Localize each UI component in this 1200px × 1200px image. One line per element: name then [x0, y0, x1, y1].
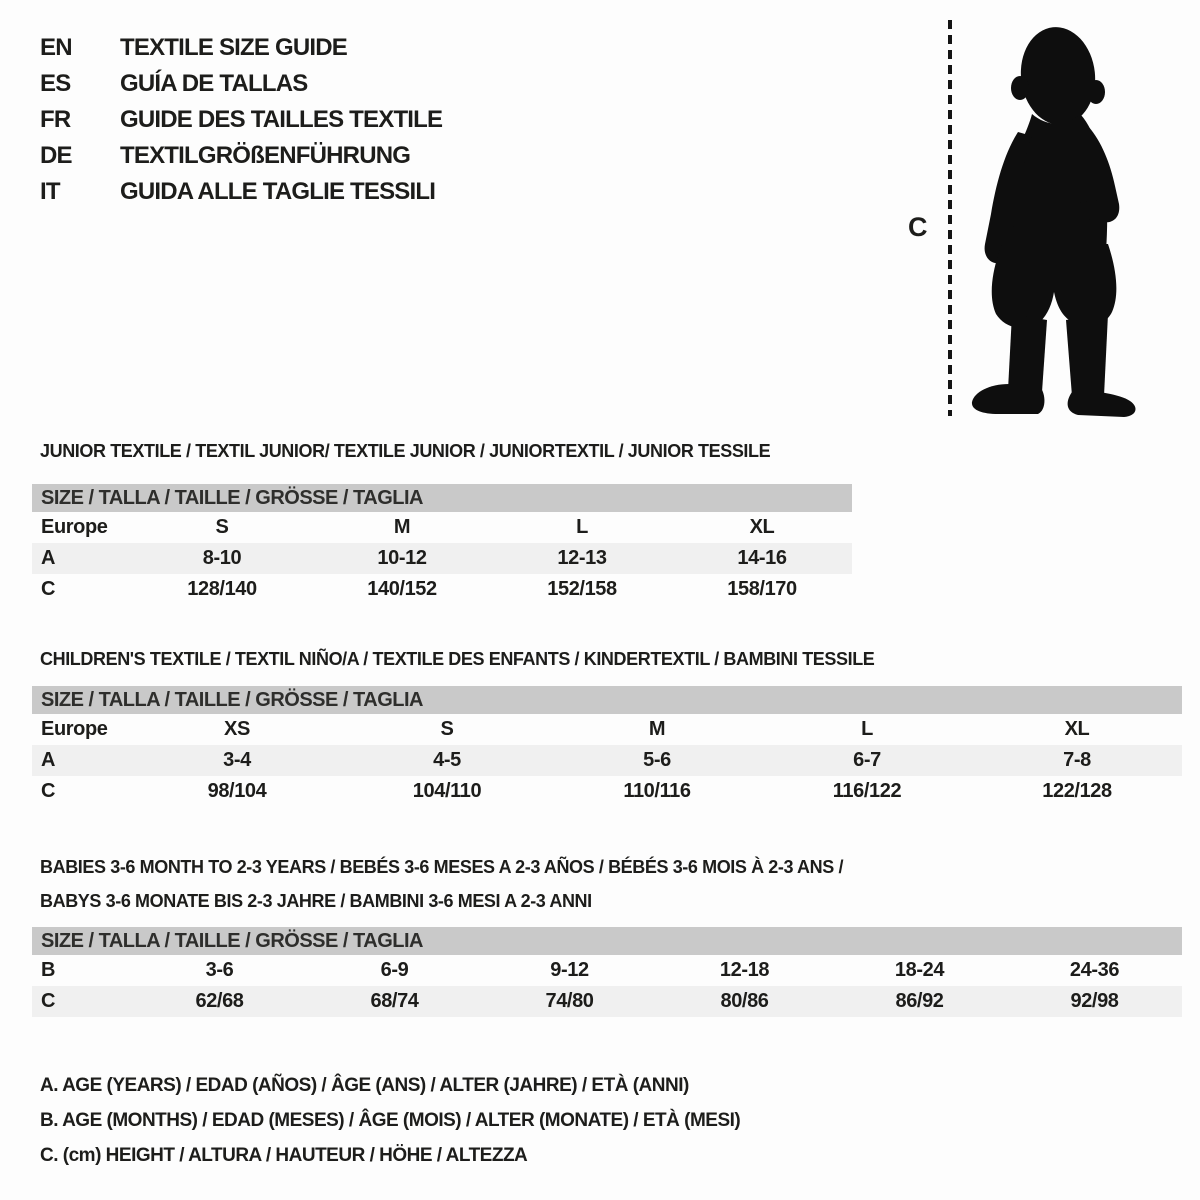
table-row: [32, 543, 852, 574]
section-title-block: [40, 434, 770, 468]
language-guide-title: GUÍA DE TALLAS: [120, 70, 308, 97]
measure-legend: [40, 1068, 740, 1173]
language-guide-title: TEXTILGRÖßENFÜHRUNG: [120, 142, 411, 169]
table-cell: 5-6: [643, 749, 671, 771]
height-measure-label: C: [908, 212, 928, 242]
table-cell: 8-10: [202, 547, 242, 569]
table-cell: 6-9: [380, 959, 409, 981]
table-cell: 62/68: [195, 990, 244, 1012]
section-title: BABYS 3-6 MONATE BIS 2-3 JAHRE / BAMBINI 3-6 MESI A 2-3 ANNI: [40, 891, 592, 911]
table-cell: 12-13: [557, 547, 607, 569]
size-table-header-band: SIZE / TALLA / TAILLE / GRÖSSE / TAGLIA: [32, 484, 852, 512]
table-cell: 12-18: [719, 959, 770, 981]
table-cell: S: [440, 718, 454, 740]
table-cell: XL: [749, 516, 775, 538]
size-table: [32, 484, 852, 605]
table-cell: 74/80: [545, 990, 594, 1012]
size-table-rows: [32, 955, 1182, 1017]
table-cell: S: [215, 516, 229, 538]
table-cell: 122/128: [1042, 780, 1112, 802]
height-measure-dashed-line: [948, 20, 952, 416]
language-code: ES: [40, 70, 71, 97]
table-row: [32, 574, 852, 605]
row-label: A: [41, 749, 56, 771]
language-code: DE: [40, 142, 72, 169]
row-label: B: [41, 959, 56, 981]
size-table-header-band: SIZE / TALLA / TAILLE / GRÖSSE / TAGLIA: [32, 686, 1182, 714]
table-cell: 7-8: [1063, 749, 1091, 771]
table-cell: M: [648, 718, 666, 740]
section-title-block: [40, 642, 874, 676]
table-row: [32, 955, 1182, 986]
language-row: [40, 102, 442, 138]
row-label: C: [41, 780, 56, 802]
table-cell: 3-4: [223, 749, 251, 771]
table-cell: 140/152: [367, 578, 437, 600]
table-cell: XS: [224, 718, 250, 740]
language-code: IT: [40, 178, 60, 205]
language-row: [40, 66, 442, 102]
table-cell: 4-5: [433, 749, 461, 771]
table-cell: 9-12: [550, 959, 589, 981]
table-cell: 10-12: [377, 547, 427, 569]
section-title: JUNIOR TEXTILE / TEXTIL JUNIOR/ TEXTILE JUNIOR / JUNIORTEXTIL / JUNIOR TESSILE: [40, 441, 771, 461]
table-cell: L: [576, 516, 588, 538]
table-cell: 104/110: [412, 780, 482, 802]
size-table: [32, 927, 1182, 1017]
table-cell: XL: [1064, 718, 1090, 740]
section-title: CHILDREN'S TEXTILE / TEXTIL NIÑO/A / TEXTILE DES ENFANTS / KINDERTEXTIL / BAMBINI TESSILE: [40, 649, 875, 669]
legend-line: C. (cm) HEIGHT / ALTURA / HAUTEUR / HÖHE / ALTEZZA: [40, 1145, 528, 1166]
language-guide-title: GUIDA ALLE TAGLIE TESSILI: [120, 178, 436, 205]
section-title: BABIES 3-6 MONTH TO 2-3 YEARS / BEBÉS 3-6 MESES A 2-3 AÑOS / BÉBÉS 3-6 MOIS À 2-3 ANS /: [40, 857, 844, 877]
toddler-silhouette-icon: [962, 14, 1146, 418]
language-row: [40, 174, 442, 210]
table-cell: 80/86: [720, 990, 769, 1012]
table-row: [32, 986, 1182, 1017]
table-cell: 98/104: [207, 780, 267, 802]
table-cell: 6-7: [853, 749, 881, 771]
size-table-header-band: SIZE / TALLA / TAILLE / GRÖSSE / TAGLIA: [32, 927, 1182, 955]
table-cell: 92/98: [1070, 990, 1119, 1012]
row-label: Europe: [41, 516, 108, 538]
size-table-rows: [32, 512, 852, 605]
table-row: [32, 745, 1182, 776]
table-cell: 68/74: [370, 990, 419, 1012]
row-label: C: [41, 990, 56, 1012]
table-row: [32, 512, 852, 543]
language-guide-title: TEXTILE SIZE GUIDE: [120, 34, 347, 61]
table-cell: 128/140: [187, 578, 257, 600]
table-cell: 14-16: [737, 547, 787, 569]
language-list: [40, 30, 442, 210]
row-label: C: [41, 578, 56, 600]
row-label: A: [41, 547, 56, 569]
table-cell: L: [861, 718, 873, 740]
row-label: Europe: [41, 718, 108, 740]
table-cell: 86/92: [895, 990, 944, 1012]
language-guide-title: GUIDE DES TAILLES TEXTILE: [120, 106, 443, 133]
table-cell: 24-36: [1069, 959, 1120, 981]
language-row: [40, 138, 442, 174]
table-row: [32, 776, 1182, 807]
language-code: FR: [40, 106, 71, 133]
table-cell: 18-24: [894, 959, 945, 981]
table-cell: 152/158: [547, 578, 617, 600]
table-cell: 116/122: [832, 780, 902, 802]
language-row: [40, 30, 442, 66]
table-cell: M: [393, 516, 411, 538]
size-table: [32, 686, 1182, 807]
legend-line: A. AGE (YEARS) / EDAD (AÑOS) / ÂGE (ANS) / ALTER (JAHRE) / ETÀ (ANNI): [40, 1075, 689, 1096]
table-cell: 110/116: [623, 780, 691, 802]
table-row: [32, 714, 1182, 745]
section-title-block: [40, 850, 843, 918]
size-table-rows: [32, 714, 1182, 807]
legend-line: B. AGE (MONTHS) / EDAD (MESES) / ÂGE (MOIS) / ALTER (MONATE) / ETÀ (MESI): [40, 1110, 741, 1131]
language-code: EN: [40, 34, 72, 61]
table-cell: 158/170: [727, 578, 797, 600]
table-cell: 3-6: [205, 959, 234, 981]
